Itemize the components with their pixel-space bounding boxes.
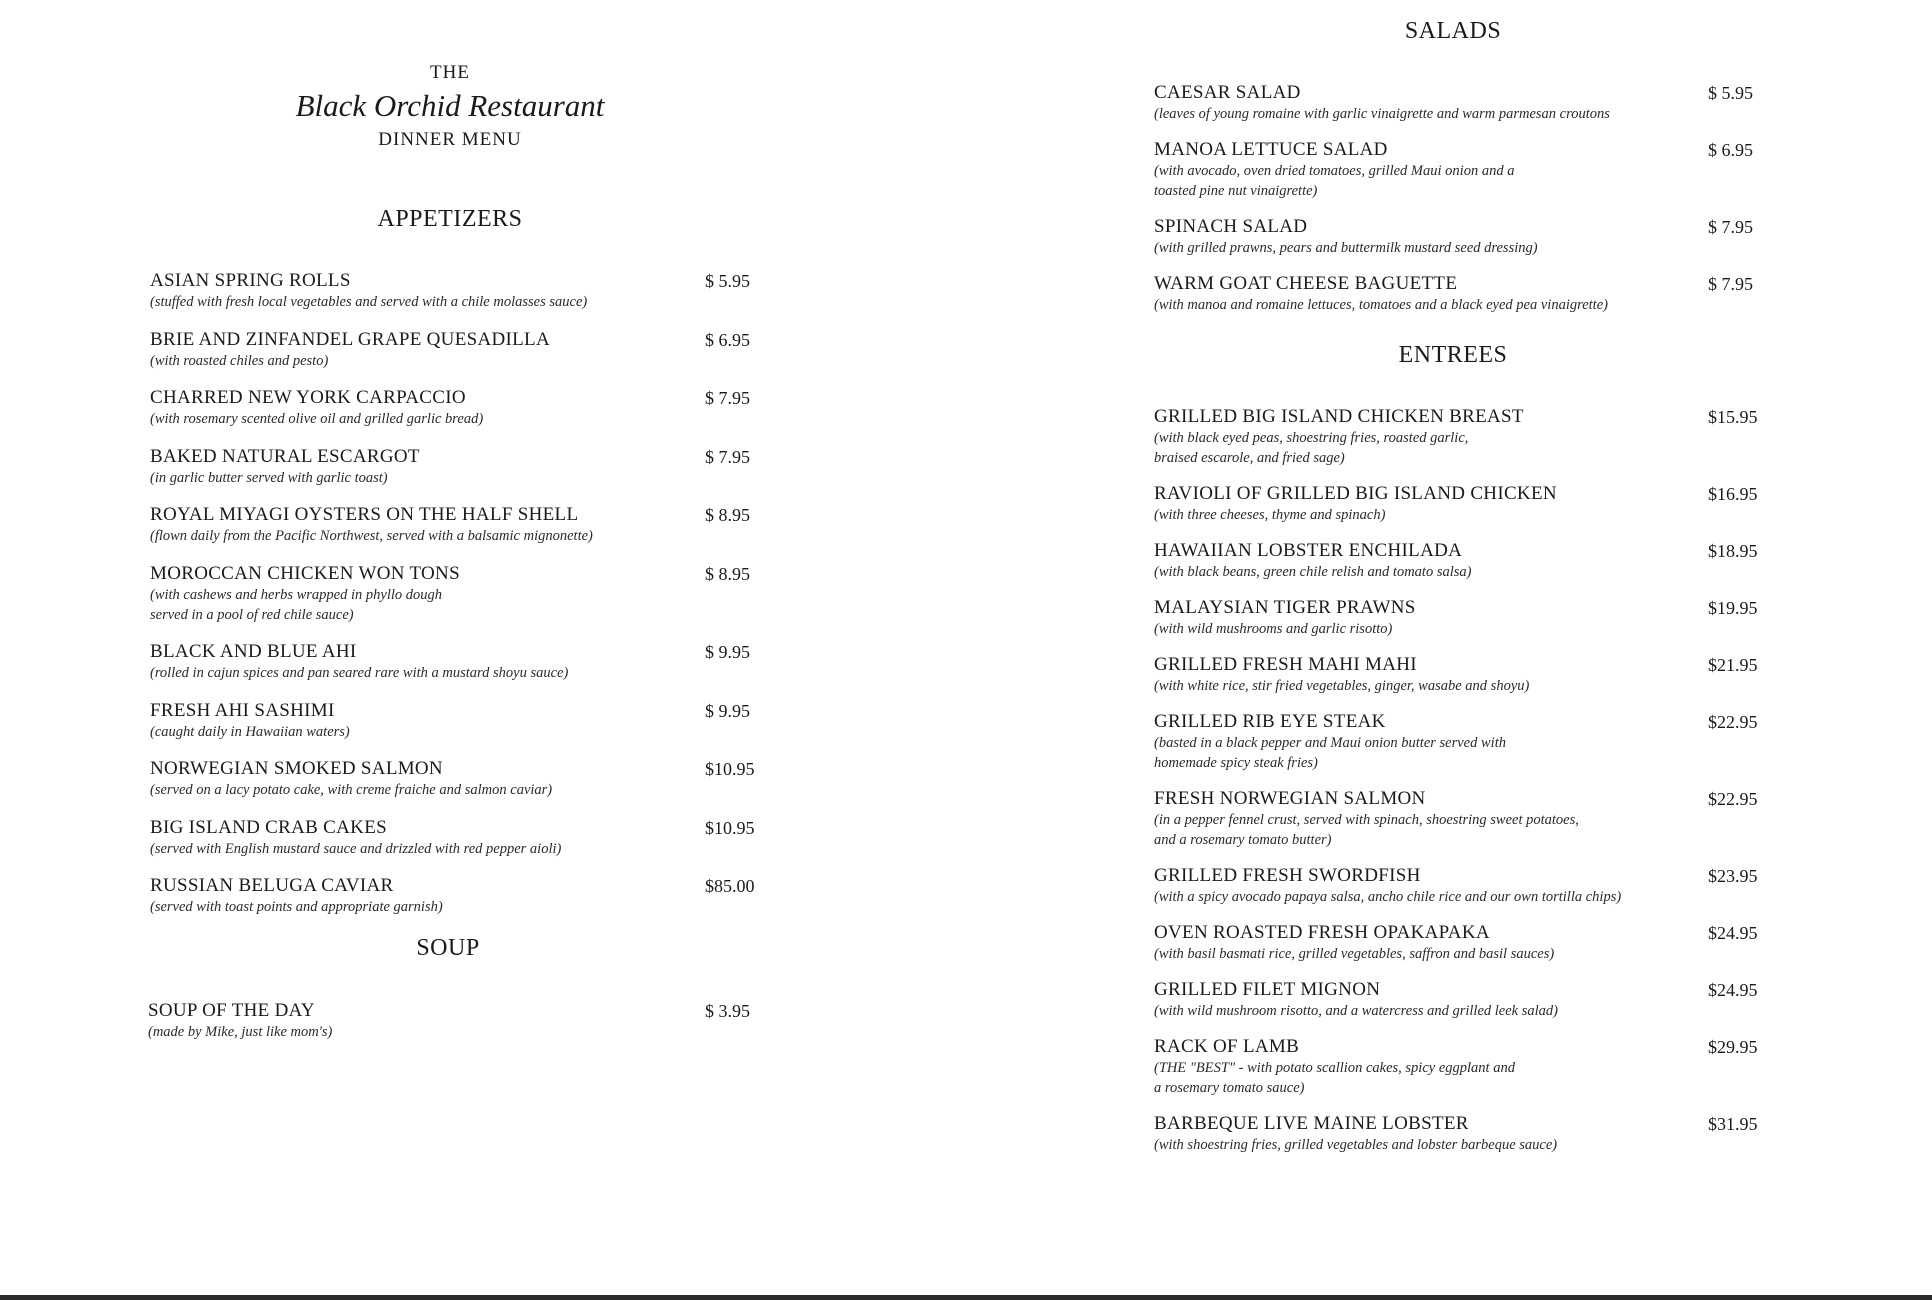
menu-item-name: BARBEQUE LIVE MAINE LOBSTER <box>1154 1113 1469 1134</box>
menu-item-price: $10.95 <box>705 759 755 779</box>
menu-item-price: $23.95 <box>1708 866 1758 886</box>
menu-item-price: $29.95 <box>1708 1037 1758 1057</box>
menu-item-description: (with wild mushroom risotto, and a watercress and grilled leek salad) <box>1154 1003 1558 1019</box>
menu-item-description: (leaves of young romaine with garlic vinaigrette and warm parmesan croutons <box>1154 106 1610 122</box>
menu-item-price: $ 9.95 <box>705 642 750 662</box>
menu-item <box>148 1000 788 1042</box>
menu-item <box>1154 1113 1794 1155</box>
menu-item <box>1154 216 1794 258</box>
menu-item <box>1154 540 1794 582</box>
menu-item-description: (with rosemary scented olive oil and grilled garlic bread) <box>150 411 484 427</box>
menu-item-name: GRILLED BIG ISLAND CHICKEN BREAST <box>1154 406 1524 427</box>
menu-item-name: MANOA LETTUCE SALAD <box>1154 139 1388 160</box>
menu-item-price: $15.95 <box>1708 407 1758 427</box>
menu-item <box>150 641 790 683</box>
menu-item-name: GRILLED FRESH SWORDFISH <box>1154 865 1421 886</box>
menu-item-price: $ 7.95 <box>1708 217 1753 237</box>
menu-item <box>150 504 790 546</box>
menu-item <box>150 446 790 488</box>
menu-item-description: (with shoestring fries, grilled vegetables and lobster barbeque sauce) <box>1154 1137 1558 1153</box>
menu-item <box>1154 139 1794 201</box>
menu-item-name: RUSSIAN BELUGA CAVIAR <box>150 875 394 896</box>
menu-item-description: (served with English mustard sauce and drizzled with red pepper aioli) <box>150 840 562 857</box>
menu-item-price: $16.95 <box>1708 484 1758 504</box>
menu-item-description: (rolled in cajun spices and pan seared rare with a mustard shoyu sauce) <box>150 665 569 681</box>
menu-item-description: (with a spicy avocado papaya salsa, ancho chile rice and our own tortilla chips) <box>1154 889 1622 905</box>
menu-item-description: (THE "BEST" - with potato scallion cakes, spicy eggplant and a rosemary tomato sauce) <box>1154 1060 1515 1096</box>
menu-item-price: $ 5.95 <box>1708 83 1753 103</box>
menu-item-name: GRILLED FILET MIGNON <box>1154 979 1381 1000</box>
menu-item-price: $21.95 <box>1708 655 1758 675</box>
menu-item-description: (with wild mushrooms and garlic risotto) <box>1154 621 1393 637</box>
menu-item-price: $ 8.95 <box>705 505 750 525</box>
menu-item-description: (with cashews and herbs wrapped in phyllo dough served in a pool of red chile sauce) <box>150 586 443 623</box>
menu-item-description: (stuffed with fresh local vegetables and served with a chile molasses sauce) <box>150 294 588 310</box>
menu-item-price: $ 3.95 <box>705 1001 750 1021</box>
menu-item <box>150 329 790 371</box>
menu-item <box>150 817 790 859</box>
menu-item-name: OVEN ROASTED FRESH OPAKAPAKA <box>1154 922 1490 943</box>
menu-item <box>1154 711 1794 773</box>
menu-item-name: FRESH AHI SASHIMI <box>150 699 335 721</box>
restaurant-name: Black Orchid Restaurant <box>295 88 605 123</box>
menu-item-name: BLACK AND BLUE AHI <box>150 641 357 662</box>
menu-item-price: $85.00 <box>705 876 755 896</box>
menu-item-price: $22.95 <box>1708 789 1758 809</box>
menu-item <box>150 758 790 800</box>
menu-item-description: (in a pepper fennel crust, served with spinach, shoestring sweet potatoes, and a rosemary tomato butter) <box>1154 812 1579 848</box>
menu-item-name: RAVIOLI OF GRILLED BIG ISLAND CHICKEN <box>1154 483 1557 504</box>
section-title-salads: SALADS <box>1404 18 1502 44</box>
menu-item-price: $ 9.95 <box>705 700 750 721</box>
soup-list <box>148 1000 788 1042</box>
salads-list <box>1154 82 1794 315</box>
menu-item-name: RACK OF LAMB <box>1154 1036 1300 1057</box>
menu-item-description: (with manoa and romaine lettuces, tomatoes and a black eyed pea vinaigrette) <box>1154 297 1608 313</box>
menu-item <box>1154 273 1794 315</box>
menu-item-price: $ 6.95 <box>1708 140 1753 160</box>
menu-item <box>150 875 790 917</box>
menu-item-description: (served on a lacy potato cake, with creme fraiche and salmon caviar) <box>150 782 553 798</box>
menu-item-name: GRILLED RIB EYE STEAK <box>1154 711 1386 732</box>
scan-edge <box>0 1295 1932 1300</box>
menu-item <box>1154 922 1794 964</box>
menu-item-price: $ 8.95 <box>705 563 750 584</box>
menu-item-price: $24.95 <box>1708 980 1758 1000</box>
menu-item-description: (in garlic butter served with garlic toast) <box>150 469 388 486</box>
entrees-list <box>1154 406 1794 1155</box>
appetizers-list <box>150 270 790 917</box>
menu-item <box>150 387 790 429</box>
header-the: THE <box>430 62 470 83</box>
menu-item <box>1154 979 1794 1021</box>
menu-item-description: (with black eyed peas, shoestring fries, roasted garlic, braised escarole, and fried sage) <box>1154 430 1469 466</box>
menu-item <box>1154 406 1794 468</box>
menu-item-name: FRESH NORWEGIAN SALMON <box>1154 788 1426 809</box>
menu-item <box>1154 788 1794 850</box>
menu-item <box>1154 865 1794 907</box>
menu-item-description: (with white rice, stir fried vegetables, ginger, wasabe and shoyu) <box>1154 678 1530 694</box>
menu-item-price: $24.95 <box>1708 923 1758 943</box>
menu-item <box>150 563 790 625</box>
menu-item-name: BIG ISLAND CRAB CAKES <box>150 816 387 838</box>
menu-item-price: $18.95 <box>1708 541 1758 561</box>
menu-item-description: (with basil basmati rice, grilled vegetables, saffron and basil sauces) <box>1154 946 1555 962</box>
menu-item-description: (served with toast points and appropriate garnish) <box>150 899 443 915</box>
menu-item-description: (made by Mike, just like mom's) <box>148 1024 333 1040</box>
menu-item-name: ASIAN SPRING ROLLS <box>150 270 351 291</box>
menu-header <box>270 62 630 152</box>
menu-item-description: (caught daily in Hawaiian waters) <box>150 723 350 740</box>
menu-item-description: (with roasted chiles and pesto) <box>150 352 329 369</box>
menu-item-description: (with three cheeses, thyme and spinach) <box>1154 507 1386 523</box>
menu-item-name: GRILLED FRESH MAHI MAHI <box>1154 654 1417 675</box>
menu-item <box>1154 483 1794 525</box>
menu-item <box>1154 654 1794 696</box>
menu-item-price: $ 7.95 <box>705 388 750 408</box>
menu-subtitle: DINNER MENU <box>378 129 522 150</box>
menu-item-price: $ 6.95 <box>705 329 750 350</box>
menu-item-description: (with avocado, oven dried tomatoes, grilled Maui onion and a toasted pine nut vinaigrette) <box>1154 163 1515 199</box>
menu-item <box>1154 597 1794 639</box>
menu-item-price: $ 7.95 <box>1708 274 1753 294</box>
menu-item-name: ROYAL MIYAGI OYSTERS ON THE HALF SHELL <box>150 504 579 525</box>
menu-item <box>1154 1036 1794 1098</box>
menu-item-price: $19.95 <box>1708 598 1758 618</box>
menu-item-name: MOROCCAN CHICKEN WON TONS <box>150 562 460 584</box>
menu-item-name: SOUP OF THE DAY <box>148 1000 315 1021</box>
menu-item-price: $10.95 <box>705 817 755 838</box>
menu-item-price: $ 5.95 <box>705 271 750 291</box>
menu-item-price: $22.95 <box>1708 712 1758 732</box>
section-title-soup: SOUP <box>416 935 480 961</box>
menu-item-description: (flown daily from the Pacific Northwest, served with a balsamic mignonette) <box>150 528 593 544</box>
menu-item-description: (with black beans, green chile relish and tomato salsa) <box>1154 564 1472 580</box>
menu-item-name: MALAYSIAN TIGER PRAWNS <box>1154 597 1416 618</box>
menu-item <box>150 700 790 742</box>
menu-item-description: (basted in a black pepper and Maui onion butter served with homemade spicy steak fries) <box>1154 735 1506 771</box>
menu-item <box>1154 82 1794 124</box>
menu-item-name: CHARRED NEW YORK CARPACCIO <box>150 387 466 408</box>
menu-item-name: BAKED NATURAL ESCARGOT <box>150 445 420 467</box>
menu-item-price: $ 7.95 <box>705 446 750 467</box>
menu-item-price: $31.95 <box>1708 1114 1758 1134</box>
menu-item-name: HAWAIIAN LOBSTER ENCHILADA <box>1154 540 1463 561</box>
menu-item-name: BRIE AND ZINFANDEL GRAPE QUESADILLA <box>150 328 550 350</box>
menu-item-description: (with grilled prawns, pears and buttermilk mustard seed dressing) <box>1154 240 1538 256</box>
menu-item-name: CAESAR SALAD <box>1154 82 1301 103</box>
section-title-appetizers: APPETIZERS <box>377 206 523 232</box>
menu-item <box>150 270 790 312</box>
menu-item-name: WARM GOAT CHEESE BAGUETTE <box>1154 273 1458 294</box>
menu-item-name: SPINACH SALAD <box>1154 216 1308 237</box>
section-title-entrees: ENTREES <box>1398 342 1508 368</box>
menu-item-name: NORWEGIAN SMOKED SALMON <box>150 758 443 779</box>
